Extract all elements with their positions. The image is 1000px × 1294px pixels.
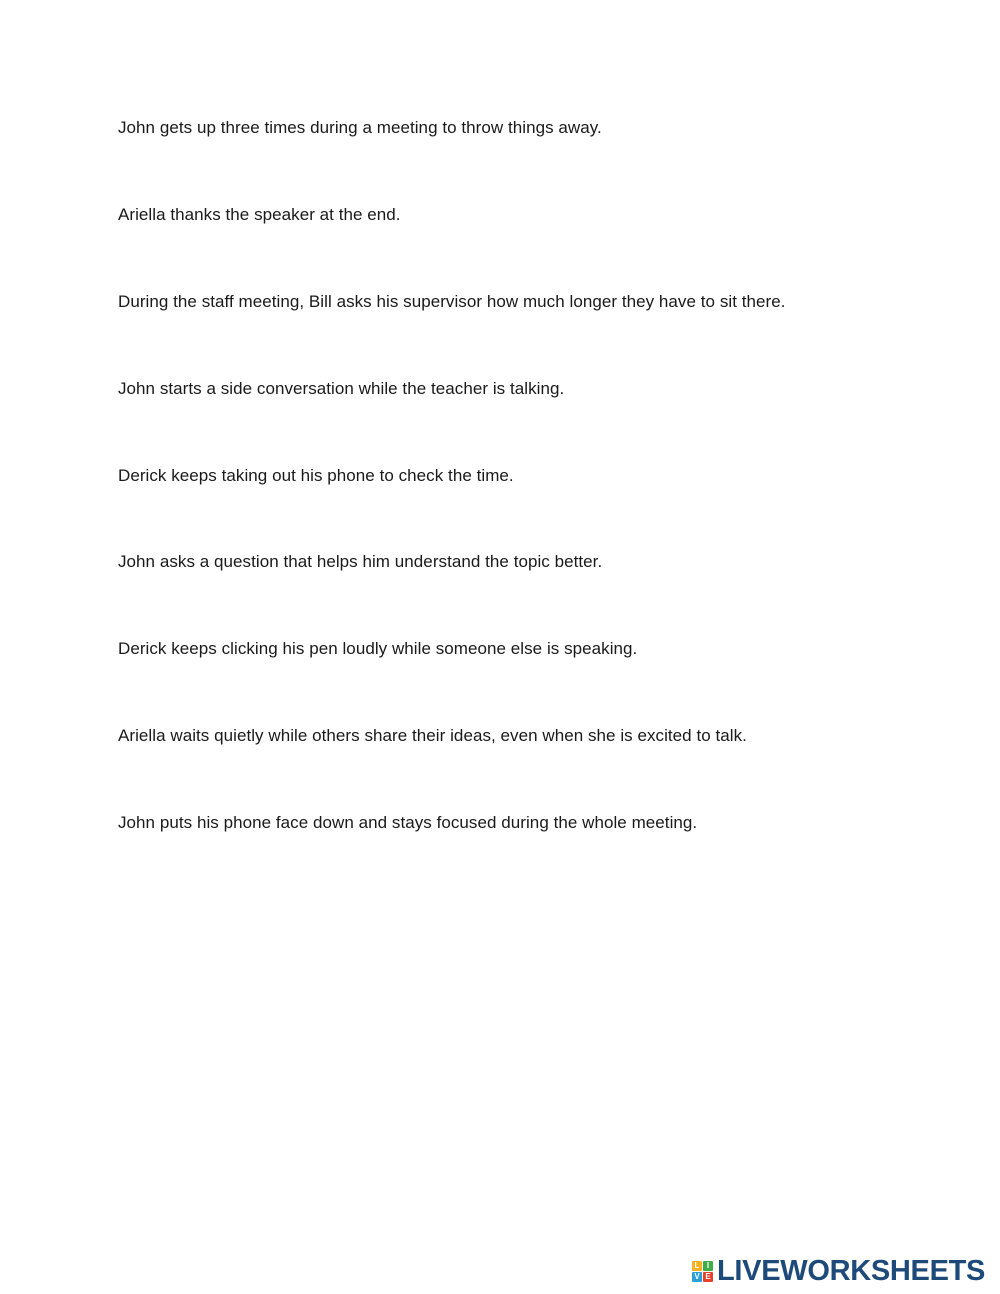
logo-cell-v: V: [692, 1272, 702, 1282]
liveworksheets-logo: [692, 1256, 985, 1286]
worksheet-page: [118, 0, 978, 900]
sentence-1: John gets up three times during a meeting to throw things away.: [118, 118, 602, 137]
logo-cell-l: L: [692, 1261, 702, 1271]
sentence-4: John starts a side conversation while the teacher is talking.: [118, 379, 565, 398]
sentence-8: Ariella waits quietly while others share their ideas, even when she is excited to talk.: [118, 726, 747, 745]
logo-cell-e: E: [703, 1272, 713, 1282]
logo-text: LIVEWORKSHEETS: [717, 1255, 986, 1287]
sentence-6: John asks a question that helps him understand the topic better.: [118, 552, 603, 571]
sentence-9: John puts his phone face down and stays focused during the whole meeting.: [118, 813, 698, 832]
sentence-7: Derick keeps clicking his pen loudly while someone else is speaking.: [118, 639, 638, 658]
sentence-2: Ariella thanks the speaker at the end.: [118, 205, 401, 224]
sentence-5: Derick keeps taking out his phone to check the time.: [118, 466, 514, 485]
logo-cell-i: I: [703, 1261, 713, 1271]
sentence-3: During the staff meeting, Bill asks his supervisor how much longer they have to sit there.: [118, 292, 786, 311]
liveworksheets-logo-icon: [692, 1261, 713, 1282]
